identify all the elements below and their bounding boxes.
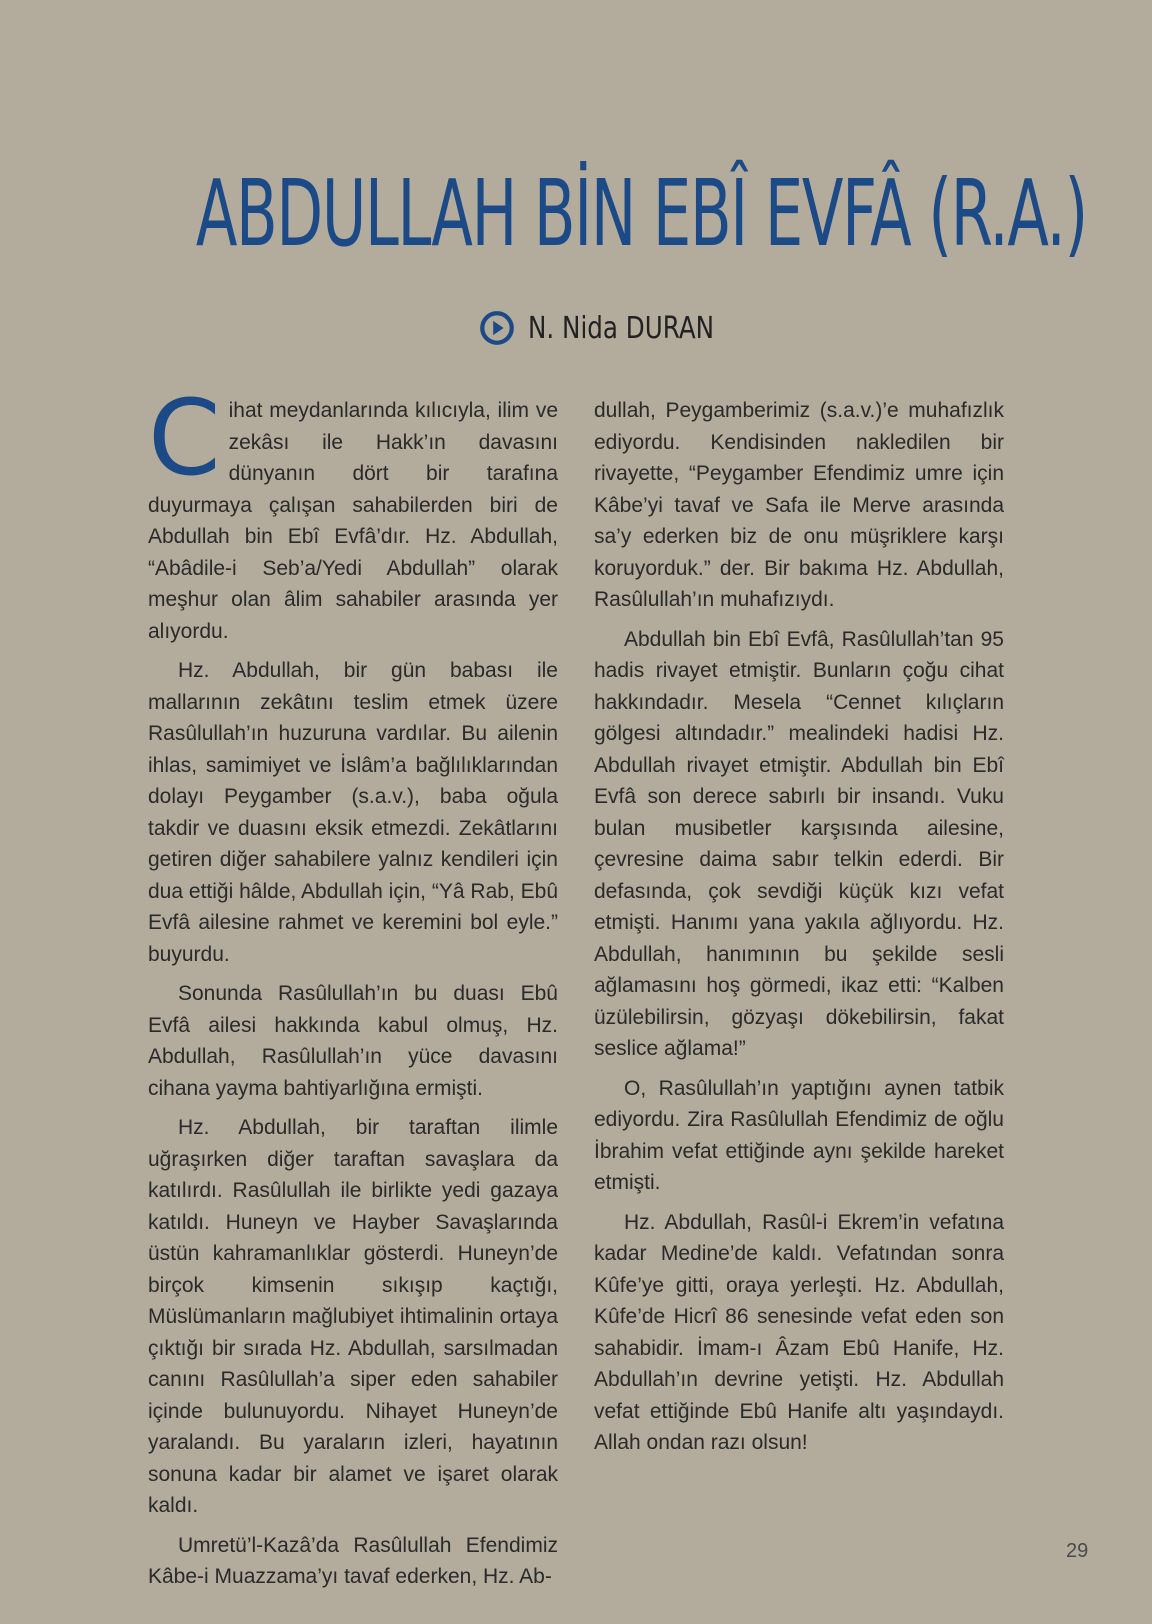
paragraph: Hz. Abdullah, bir taraftan ilimle uğraşırken diğer taraftan savaşlara da katılırdı. Rasûlullah ile birlikte yedi gazaya katıldı. Huneyn ve Hayber Savaşlarında üstün kahramanlıklar gösterdi. Huneyn’de birçok kimsenin sıkışıp kaçtığı, Müslümanların mağlubiyet ihtimalinin ortaya çıktığı bir sırada Hz. Abdullah, sarsılmadan canını Rasûlullah’a siper eden sahabiler içinde bulunuyordu. Nihayet Huneyn’de yaralandı. Bu yaraların izleri, hayatının sonuna kadar bir alamet ve işaret olarak kaldı. xyxy=(148,1116,558,1517)
paragraph xyxy=(148,377,558,647)
page-number: 29 xyxy=(1066,1540,1089,1562)
paragraph: dullah, Peygamberimiz (s.a.v.)’e muhafızlık ediyordu. Kendisinden nakledilen bir rivayette, “Peygamber Efendimiz umre için Kâbe’yi tavaf ve Safa ile Merve arasında sa’y ederken biz de onu müşriklere karşı koruyorduk.” der. Bir bakıma Hz. Abdullah, Rasûlullah’ın muhafızıydı. xyxy=(594,399,1004,611)
article-column-left xyxy=(148,377,558,1601)
paragraph: Abdullah bin Ebî Evfâ, Rasûlullah’tan 95 hadis rivayet etmiştir. Bunların çoğu cihat hakkındadır. Mesela “Cennet kılıçların gölgesi altındadır.” mealindeki hadisi Hz. Abdullah rivayet etmiştir. Abdullah bin Ebî Evfâ son derece sabırlı bir insandı. Vuku bulan musibetler karşısında ailesine, çevresine daima sabır telkin ederdi. Bir defasında, çok sevdiği küçük kızı vefat etmişti. Hanımı yana yakıla ağlıyordu. Hz. Abdullah, hanımının bu şekilde sesli ağlamasını hoş görmedi, ikaz etti: “Kalben üzülebilirsin, gözyaşı dökebilirsin, fakat seslice ağlama!” xyxy=(594,627,1004,1060)
paragraph: Umretü’l-Kazâ’da Rasûlullah Efendimiz Kâbe-i Muazzama’yı tavaf ederken, Hz. Ab- xyxy=(148,1533,558,1588)
drop-cap: C xyxy=(148,377,221,499)
paragraph: O, Rasûlullah’ın yaptığını aynen tatbik ediyordu. Zira Rasûlullah Efendimiz de oğlu İbrahim vefat ettiğinde aynı şekilde hareket etmişti. xyxy=(594,1076,1004,1194)
article-column-right xyxy=(594,395,1004,1467)
article-title: ABDULLAH BİN EBÎ EVFÂ (R.A.) xyxy=(195,160,1087,267)
paragraph: Hz. Abdullah, bir gün babası ile mallarının zekâtını teslim etmek üzere Rasûlullah’ın huzuruna vardılar. Bu ailenin ihlas, samimiyet ve İslâm’a bağlılıklarından dolayı Peygamber (s.a.v.), baba oğula takdir ve duasını eksik etmezdi. Zekâtlarını getiren diğer sahabilere yalnız kendileri için dua ettiği hâlde, Abdullah için, “Yâ Rab, Ebû Evfâ ailesine rahmet ve keremini bol eyle.” buyurdu. xyxy=(148,659,558,966)
paragraph: Sonunda Rasûlullah’ın bu duası Ebû Evfâ ailesi hakkında kabul olmuş, Hz. Abdullah, Rasûlullah’ın yüce davasını cihana yayma bahtiyarlığına ermişti. xyxy=(148,982,558,1100)
author-name: N. Nida DURAN xyxy=(528,310,715,346)
paragraph-text: ihat meydanlarında kılıcıyla, ilim ve zekâsı ile Hakk’ın davasını dünyanın dört bir tarafına duyurmaya çalışan sahabilerden biri de Abdullah bin Ebî Evfâ’dır. Hz. Abdullah, “Abâdile-i Seb’a/Yedi Abdullah” olarak meşhur olan âlim sahabiler arasında yer alıyordu. xyxy=(148,399,558,643)
byline xyxy=(478,309,755,347)
play-circle-icon xyxy=(478,309,516,347)
paragraph: Hz. Abdullah, Rasûl-i Ekrem’in vefatına kadar Medine’de kaldı. Vefatından sonra Kûfe’ye gitti, oraya yerleşti. Hz. Abdullah, Kûfe’de Hicrî 86 senesinde vefat eden son sahabidir. İmam-ı Âzam Ebû Hanife, Hz. Abdullah’ın devrine yetişti. Hz. Abdullah vefat ettiğinde Ebû Hanife altı yaşındaydı. Allah ondan razı olsun! xyxy=(594,1210,1004,1454)
